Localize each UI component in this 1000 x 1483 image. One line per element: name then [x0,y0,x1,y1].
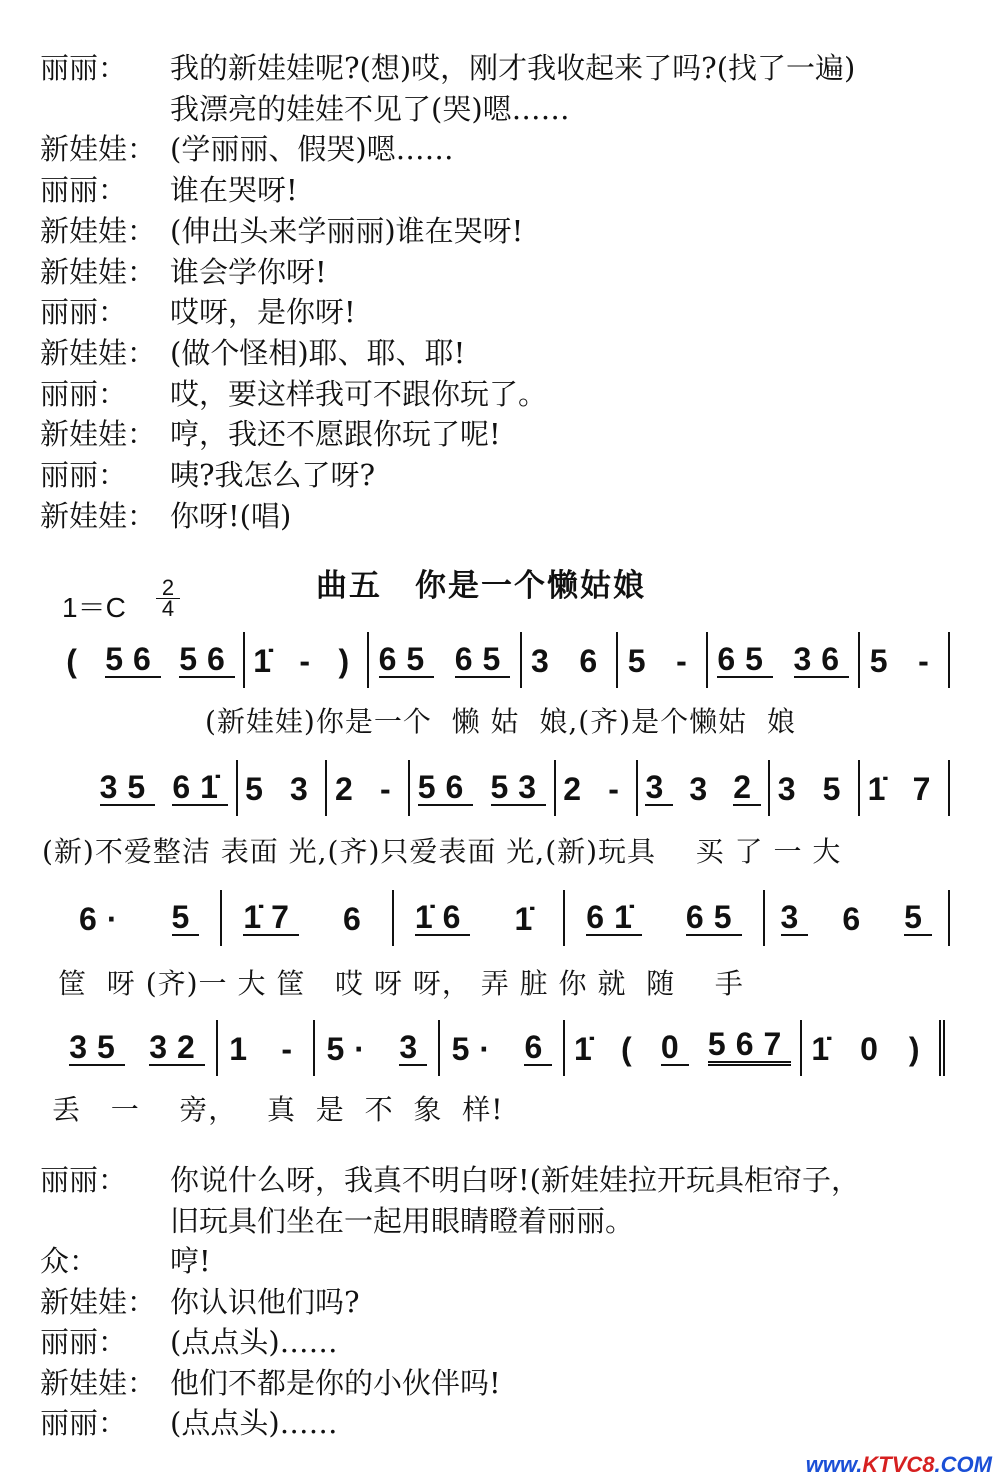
measure [327,760,410,816]
notation-system [58,886,950,946]
speaker-label: 新娃娃： [40,1284,157,1319]
key-signature: 1＝C [62,592,126,623]
speaker-label: 丽丽： [40,173,128,208]
time-signature [156,575,180,621]
measure [565,1020,801,1076]
note-group: 6 [342,901,371,937]
note-group: ( [621,1031,642,1067]
measure [440,1020,565,1076]
note-group: - [299,643,321,679]
notation-system [58,1016,945,1076]
note-group: 35 [99,769,156,805]
measure [218,1020,315,1076]
lyrics-line: (新)不爱整洁 表面 光,(齐)只爱表面 光,(新)玩具 买 了 一 大 [42,835,842,868]
note-group: 61̇ [172,769,228,805]
dialogue-text: 谁会学你呀! [170,254,327,289]
dialogue-text: 你说什么呀，我真不明白呀!(新娃娃拉开玩具柜帘子， [170,1163,860,1197]
measure [708,632,860,688]
dialogue-text: 他们不都是你的小伙伴吗! [170,1365,501,1400]
measure [222,890,393,946]
note-group: 1 [229,1031,258,1067]
measure [618,632,708,688]
note-group: 1̇7 [243,899,299,935]
note-group: 3 [530,643,559,679]
dialogue-text: (做个怪相)耶、耶、耶! [170,335,466,370]
note-group: - [379,771,401,807]
notation-system [92,756,950,816]
note-group: 5 [171,899,200,935]
note-group: 3 [290,771,318,807]
dialogue-text: (伸出头来学丽丽)谁在哭呀! [170,213,524,248]
measure [58,890,222,946]
note-group: ) [338,643,360,679]
note-group: 1̇6 [414,899,471,935]
note-group: 7 [912,771,941,807]
dialogue-text: 旧玩具们坐在一起用眼睛瞪着丽丽。 [170,1203,635,1238]
speaker-label: 丽丽： [40,1325,128,1359]
measure [394,890,565,946]
note-group: 567 [708,1029,791,1066]
speaker-label: 丽丽： [40,1163,128,1197]
note-group: 65 [454,641,511,677]
lyrics-line: 丢 一 旁， 真 是 不 象 样! [52,1093,504,1126]
note-group: ( [66,643,87,679]
note-group: 5 [822,771,851,807]
note-group: 3 [689,771,718,807]
speaker-label: 新娃娃： [40,1365,157,1400]
note-group: 0 [660,1029,689,1065]
measure [315,1020,440,1076]
speaker-label: 新娃娃： [40,132,157,167]
speaker-label: 新娃娃： [40,335,157,370]
dialogue-text: (点点头)…… [170,1406,338,1440]
dialogue-text: 我的新娃娃呢?(想)哎，刚才我收起来了吗?(找了一遍) [170,51,856,85]
note-group: 35 [69,1029,125,1065]
note-group: 53 [490,769,547,805]
watermark: www.KTVC8.COM [805,1452,992,1477]
note-group: - [608,771,629,807]
dialogue-text: 哎，要这样我可不跟你玩了。 [170,376,548,411]
measure [770,760,860,816]
dialogue-text: 你认识他们吗? [170,1284,360,1319]
note-group: 1̇ [574,1031,602,1067]
dialogue-text: 谁在哭呀! [170,173,298,208]
note-group: 6· [79,901,128,937]
note-group: 1̇ [867,771,896,807]
speaker-label: 丽丽： [40,376,128,411]
note-group: 0 [860,1031,888,1067]
dialogue-text: (学丽丽、假哭)嗯…… [170,132,454,167]
speaker-label: 新娃娃： [40,417,157,452]
lyrics-line: 筐 呀 (齐)一 大 筐 哎 呀 呀， 弄 脏 你 就 随 手 [58,967,744,1000]
note-group: 65 [717,641,773,677]
measure [369,632,521,688]
dialogue-text: 咦?我怎么了呀? [170,458,376,492]
note-group: 3 [777,771,806,807]
dialogue-text: 我漂亮的娃娃不见了(哭)嗯…… [170,91,570,126]
measure [765,890,950,946]
measure [410,760,556,816]
measure [802,1020,945,1076]
measure [860,760,950,816]
speaker-label: 丽丽： [40,1406,128,1440]
time-denominator: 4 [161,596,175,621]
speaker-label: 丽丽： [40,51,128,85]
note-group: 5· [451,1031,501,1067]
song-title: 曲五 你是一个懒姑娘 [316,568,646,604]
note-group: 5 [869,643,898,679]
dialogue-text: 你呀!(唱) [170,498,292,533]
speaker-label: 新娃娃： [40,254,157,289]
speaker-label: 新娃娃： [40,213,157,248]
measure [58,1020,218,1076]
speaker-label: 丽丽： [40,458,128,492]
note-group: 61̇ [586,899,642,935]
note-group: - [676,643,697,679]
note-group: 6 [579,643,608,679]
measure [92,760,238,816]
speaker-label: 丽丽： [40,295,128,330]
note-group: 3 [780,899,809,935]
measure [522,632,619,688]
measure [860,632,950,688]
measure [58,632,245,688]
note-group: ) [908,1031,930,1067]
dialogue-text: 哎呀，是你呀! [170,295,356,330]
note-group: 56 [105,641,161,677]
note-group: 5 [627,643,656,679]
lyrics-line: (新娃娃)你是一个 懒 姑 娘,(齐)是个懒姑 娘 [205,705,796,738]
notation-system [58,628,950,688]
note-group: - [918,643,939,679]
measure [245,632,369,688]
speaker-label: 众： [40,1244,99,1278]
speaker-label: 新娃娃： [40,498,157,533]
time-numerator: 2 [156,578,180,599]
note-group: 6 [524,1029,553,1065]
note-group: 56 [179,641,235,677]
dialogue-text: 哼! [170,1244,211,1278]
note-group: 65 [685,899,742,935]
note-group: 6 [842,901,871,937]
note-group: 32 [149,1029,205,1065]
measure [638,760,770,816]
dialogue-text: 哼，我还不愿跟你玩了呢! [170,417,501,452]
note-group: 56 [417,769,474,805]
note-group: 5 [245,771,273,807]
measure [238,760,328,816]
note-group: 2 [563,771,592,807]
note-group: 65 [378,641,435,677]
dialogue-text: (点点头)…… [170,1325,338,1359]
note-group: 1̇ [253,643,281,679]
note-group: 1̇ [811,1031,840,1067]
note-group: 2 [733,769,762,805]
note-group: 2 [334,771,363,807]
measure [565,890,764,946]
note-group: 3 [645,769,674,805]
note-group: 5 [904,899,932,935]
measure [556,760,639,816]
note-group: 5· [326,1031,375,1067]
note-group: - [281,1031,303,1067]
note-group: 1̇ [514,901,543,937]
note-group: 3 [399,1029,428,1065]
note-group: 36 [793,641,850,677]
